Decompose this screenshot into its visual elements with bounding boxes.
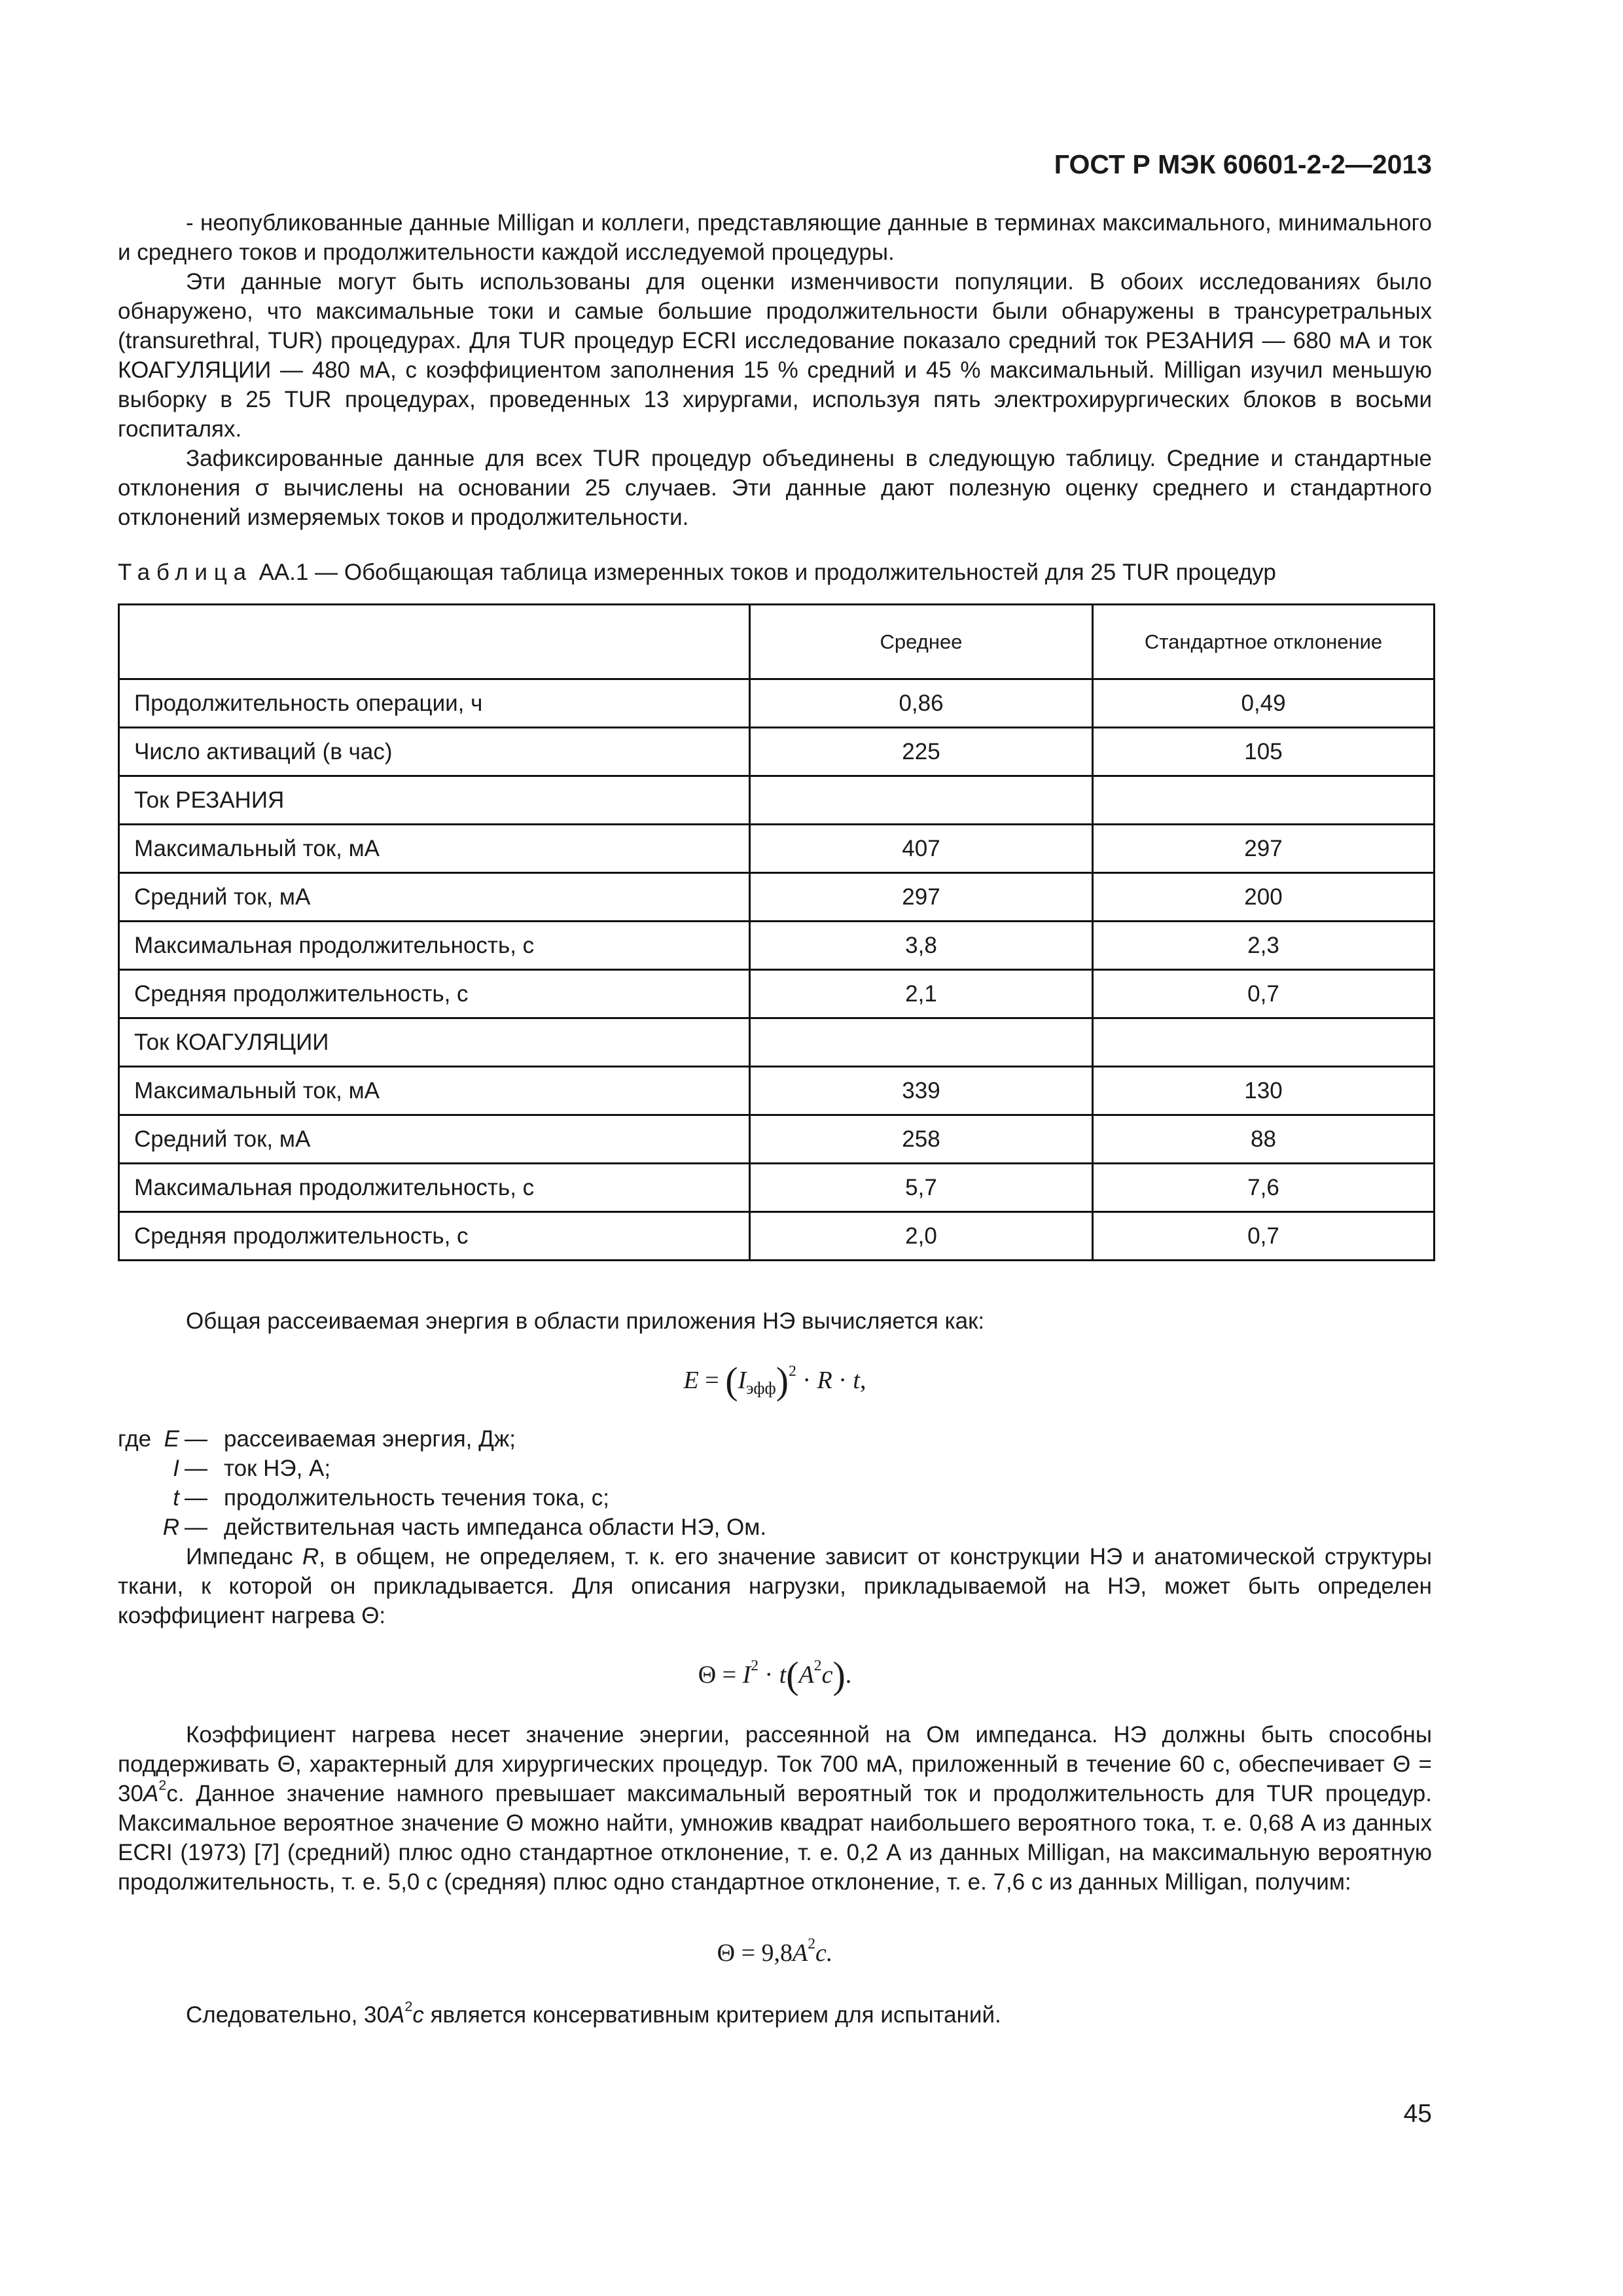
table-group-row-cutting: [119, 776, 1435, 825]
theta2-unit-a: A: [793, 1939, 808, 1967]
formula-e: E: [683, 1367, 699, 1394]
conclusion-unit-a: A: [389, 2002, 405, 2028]
formula-sub-eff: эфф: [746, 1378, 776, 1398]
definition-text: действительная часть импеданса области НЭ, Ом.: [224, 1515, 767, 1540]
table-row: [119, 1164, 1435, 1212]
definition-text: продолжительность течения тока, с;: [224, 1485, 610, 1511]
row-sd: 297: [1093, 825, 1435, 873]
row-mean: 339: [750, 1067, 1093, 1115]
energy-intro: [118, 1306, 1432, 1336]
theta2-lhs: Θ: [717, 1939, 736, 1967]
group-label: Ток РЕЗАНИЯ: [119, 776, 750, 825]
table-caption: [118, 558, 1432, 587]
header-cell-mean: Среднее: [750, 605, 1093, 679]
heating-unit-pow: 2: [158, 1776, 167, 1793]
intro-text: [118, 208, 1432, 532]
row-label: Максимальный ток, мА: [119, 825, 750, 873]
group-label: Ток КОАГУЛЯЦИИ: [119, 1018, 750, 1067]
row-label: Средняя продолжительность, с: [119, 1212, 750, 1261]
theta2-unit-pow: 2: [808, 1935, 815, 1953]
header-cell-empty: [119, 605, 750, 679]
row-label: Средняя продолжительность, с: [119, 970, 750, 1018]
row-label: Средний ток, мА: [119, 1115, 750, 1164]
summary-table: [118, 603, 1435, 1261]
definition-dash: —: [185, 1456, 207, 1481]
table-row: [119, 873, 1435, 922]
theta-lhs: Θ: [698, 1661, 717, 1689]
dot-op: ·: [764, 1661, 774, 1689]
row-sd: [1093, 776, 1435, 825]
table-row: [119, 922, 1435, 970]
definition-dash: —: [185, 1515, 207, 1540]
theta-unit-c: c: [821, 1661, 833, 1689]
definition-row: [118, 1483, 1432, 1513]
heating-paragraph: [118, 1720, 1432, 1897]
table-caption-text: АА.1 — Обобщающая таблица измеренных токов и продолжительностей для 25 TUR процедур: [259, 560, 1276, 585]
definition-text: ток НЭ, А;: [224, 1456, 331, 1481]
where-label: где: [118, 1426, 152, 1452]
theta-result-formula: [118, 1935, 1432, 1967]
row-mean: 3,8: [750, 922, 1093, 970]
formula-eq: =: [705, 1367, 719, 1394]
row-mean: 0,86: [750, 679, 1093, 728]
definition-text: рассеиваемая энергия, Дж;: [224, 1426, 516, 1452]
energy-formula: [118, 1359, 1432, 1403]
table-group-row-coagulation: [119, 1018, 1435, 1067]
formula-i: I: [738, 1367, 747, 1394]
row-mean: [750, 1018, 1093, 1067]
heating-unit-a: A: [143, 1781, 159, 1806]
table-row: [119, 1067, 1435, 1115]
heating-text-b: c. Данное значение намного превышает максимальный вероятный ток и продолжительность для TUR процедур. Максимальное вероятное значение Θ можно найти, умножив квадрат наибольшего вероятного тока, т. е. 0,68 А из данных ECRI (1973) [7] (средний) плюс одно стандартное отклонение, т. е. 0,2 А из данных Milligan, на максимальную вероятную продолжительность, т. е. 5,0 с (средняя) плюс одно стандартное отклонение, т. е. 7,6 с из данных Milligan, получим:: [118, 1781, 1432, 1895]
definition-symbol: t: [173, 1485, 179, 1511]
row-mean: 407: [750, 825, 1093, 873]
intro-paragraph-1: - неопубликованные данные Milligan и коллеги, представляющие данные в терминах максимального, минимального и среднего токов и продолжительности каждой исследуемой процедуры.: [118, 210, 1432, 265]
row-sd: 2,3: [1093, 922, 1435, 970]
dot-op: ·: [802, 1367, 812, 1394]
definition-row: [118, 1454, 1432, 1483]
row-label: Средний ток, мА: [119, 873, 750, 922]
paren-close: ): [832, 1654, 846, 1696]
paren-open: (: [786, 1654, 799, 1696]
dot-op: ·: [838, 1367, 847, 1394]
definition-dash: —: [185, 1426, 207, 1452]
definition-row: [118, 1424, 1432, 1454]
theta-i-pow: 2: [751, 1657, 759, 1675]
theta-i: I: [742, 1661, 751, 1689]
theta2-unit-c: c.: [815, 1939, 833, 1967]
table-row: [119, 728, 1435, 776]
formula-t: t: [853, 1367, 860, 1394]
theta-formula: [118, 1653, 1432, 1697]
conclusion-post: является консервативным критерием для испытаний.: [423, 2002, 1001, 2028]
row-mean: 2,0: [750, 1212, 1093, 1261]
row-label: Продолжительность операции, ч: [119, 679, 750, 728]
energy-intro-text: Общая рассеиваемая энергия в области приложения НЭ вычисляется как:: [186, 1308, 985, 1334]
impedance-post: , в общем, не определяем, т. к. его значение зависит от конструкции НЭ и анатомической структуры ткани, к которой он прикладывается. Для описания нагрузки, прикладываемой на НЭ, может быть определен коэффициент нагрева Θ:: [118, 1544, 1432, 1628]
row-sd: [1093, 1018, 1435, 1067]
row-mean: 297: [750, 873, 1093, 922]
row-sd: 0,7: [1093, 970, 1435, 1018]
row-mean: [750, 776, 1093, 825]
definition-symbol: I: [173, 1456, 179, 1481]
row-sd: 7,6: [1093, 1164, 1435, 1212]
row-label: Максимальная продолжительность, с: [119, 922, 750, 970]
table-row: [119, 1115, 1435, 1164]
conclusion-paragraph: [118, 2000, 1432, 2030]
document-header: ГОСТ Р МЭК 60601-2-2—2013: [1054, 149, 1432, 179]
definition-symbol: E: [164, 1426, 179, 1452]
impedance-paragraph: [118, 1542, 1432, 1630]
paren-open: (: [725, 1359, 738, 1402]
table-row: [119, 1212, 1435, 1261]
row-label: Максимальная продолжительность, с: [119, 1164, 750, 1212]
conclusion-unit-c: c: [412, 2002, 424, 2028]
conclusion-unit-pow: 2: [404, 1998, 413, 2015]
row-mean: 225: [750, 728, 1093, 776]
definition-symbol: R: [162, 1515, 179, 1540]
formula-r: R: [817, 1367, 832, 1394]
row-sd: 130: [1093, 1067, 1435, 1115]
definition-dash: —: [185, 1485, 207, 1511]
row-sd: 88: [1093, 1115, 1435, 1164]
theta2-value: 9,8: [761, 1939, 793, 1967]
intro-paragraph-2: Эти данные могут быть использованы для оценки изменчивости популяции. В обоих исследованиях было обнаружено, что максимальные токи и самые большие продолжительности были обнаружены в трансуретральных (transurethral, TUR) процедурах. Для TUR процедур ECRI исследование показало средний ток РЕЗАНИЯ — 680 мА и ток КОАГУЛЯЦИИ — 480 мА, с коэффициентом заполнения 15 % средний и 45 % максимальный. Milligan изучил меньшую выборку в 25 TUR процедурах, проведенных 13 хирургами, используя пять электрохирургических блоков в восьми госпиталях.: [118, 269, 1432, 442]
row-mean: 258: [750, 1115, 1093, 1164]
table-header-row: [119, 605, 1435, 679]
conclusion-pre: Следовательно, 30: [186, 2002, 389, 2028]
theta-eq: =: [722, 1661, 737, 1689]
row-label: Число активаций (в час): [119, 728, 750, 776]
row-label: Максимальный ток, мА: [119, 1067, 750, 1115]
table-row: [119, 970, 1435, 1018]
row-sd: 105: [1093, 728, 1435, 776]
definition-row: [118, 1513, 1432, 1542]
impedance-symbol: R: [302, 1544, 319, 1570]
header-cell-sd: Стандартное отклонение: [1093, 605, 1435, 679]
intro-paragraph-3: Зафиксированные данные для всех TUR процедур объединены в следующую таблицу. Средние и стандартные отклонения σ вычислены на основании 25 случаев. Эти данные дают полезную оценку среднего и стандартного отклонений измеряемых токов и продолжительности.: [118, 446, 1432, 530]
heating-text-a: Коэффициент нагрева несет значение энергии, рассеянной на Ом импеданса. НЭ должны быть способны поддерживать Θ, характерный для хирургических процедур. Ток 700 мА, приложенный в течение 60 с, обеспечивает Θ = 30: [118, 1722, 1432, 1806]
table-caption-label: Таблица: [118, 560, 253, 585]
theta2-eq: =: [741, 1939, 755, 1967]
page-number: 45: [1403, 2100, 1432, 2128]
theta-unit-pow: 2: [813, 1657, 822, 1675]
theta-t: t: [779, 1661, 787, 1689]
paren-close: ): [776, 1359, 789, 1402]
table-row: [119, 679, 1435, 728]
theta-unit-a: A: [798, 1661, 814, 1689]
theta-tail: .: [845, 1661, 852, 1689]
row-sd: 0,7: [1093, 1212, 1435, 1261]
row-sd: 200: [1093, 873, 1435, 922]
row-mean: 5,7: [750, 1164, 1093, 1212]
row-mean: 2,1: [750, 970, 1093, 1018]
row-sd: 0,49: [1093, 679, 1435, 728]
impedance-pre: Импеданс: [186, 1544, 302, 1570]
table-row: [119, 825, 1435, 873]
definitions-list: [118, 1424, 1432, 1542]
formula-tail: ,: [859, 1367, 866, 1394]
formula-pow: 2: [789, 1363, 796, 1380]
